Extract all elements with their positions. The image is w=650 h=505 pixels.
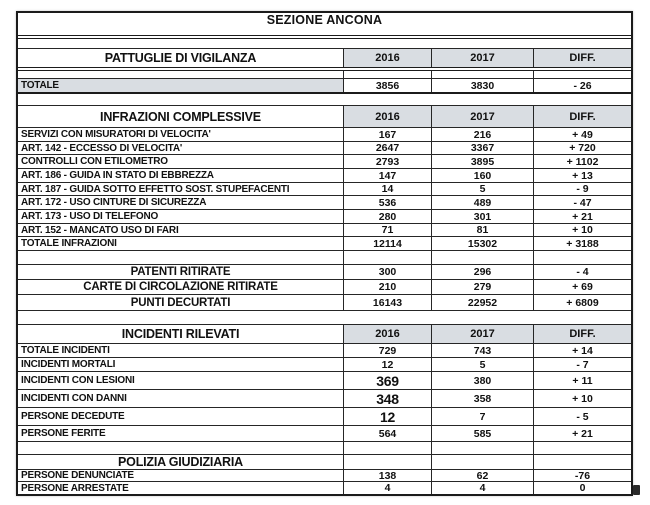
row-label: SERVIZI CON MISURATORI DI VELOCITA' [21, 129, 211, 140]
row-label: PERSONE FERITE [21, 428, 106, 439]
row-label: PATENTI RITIRATE [130, 266, 231, 278]
spacer-cell [18, 251, 343, 264]
value-diff: + 14 [533, 344, 631, 357]
value-2016: 167 [343, 128, 431, 141]
table-row [18, 390, 631, 408]
value-diff: - 9 [533, 183, 631, 195]
value-diff: + 21 [533, 426, 631, 441]
value-diff: + 11 [533, 372, 631, 389]
value-2016: 729 [343, 344, 431, 357]
section-header-row [18, 106, 631, 128]
value-diff: + 10 [533, 390, 631, 407]
spacer-cell [533, 251, 631, 264]
value-2017: 279 [431, 280, 533, 294]
table-row [18, 358, 631, 372]
row-label: ART. 142 - ECCESSO DI VELOCITA' [21, 142, 183, 154]
value-2017: 585 [431, 426, 533, 441]
value-diff: + 49 [533, 128, 631, 141]
row-label: INCIDENTI MORTALI [21, 359, 116, 370]
table-row [18, 237, 631, 251]
value-2017: 5 [431, 358, 533, 371]
table-row [18, 196, 631, 210]
value-2017: 5 [431, 183, 533, 195]
column-header-diff: DIFF. [533, 49, 631, 67]
table-row [18, 79, 631, 94]
table-row [18, 210, 631, 224]
column-header-diff: DIFF. [533, 106, 631, 127]
value-2017: 301 [431, 210, 533, 223]
value-diff: 0 [533, 482, 631, 494]
row-label: INCIDENTI CON LESIONI [21, 375, 135, 386]
row-label: ART. 172 - USO CINTURE DI SICUREZZA [21, 197, 207, 208]
row-label: ART. 173 - USO DI TELEFONO [21, 211, 159, 222]
row-label: PERSONE DENUNCIATE [21, 470, 134, 481]
section-header-row [18, 325, 631, 344]
spacer-cell [431, 251, 533, 264]
value-2017: 62 [431, 470, 533, 481]
value-2017: 3895 [431, 155, 533, 168]
spacer-cell [533, 71, 631, 78]
section-header-row [18, 455, 631, 470]
statistics-table [16, 11, 633, 496]
section-title: INFRAZIONI COMPLESSIVE [100, 109, 261, 124]
value-2016: 16143 [343, 295, 431, 310]
value-diff: + 3188 [533, 237, 631, 250]
value-diff: - 47 [533, 196, 631, 209]
value-2016: 4 [343, 482, 431, 494]
table-title-row [18, 13, 631, 39]
value-diff: + 69 [533, 280, 631, 294]
value-2016: 12114 [343, 237, 431, 250]
table-row [18, 482, 631, 494]
value-2017: 358 [431, 390, 533, 407]
value-diff: - 4 [533, 265, 631, 279]
value-diff: + 720 [533, 142, 631, 154]
column-header-diff: DIFF. [533, 325, 631, 343]
value-2017: 743 [431, 344, 533, 357]
table-row [18, 142, 631, 155]
value-diff: + 10 [533, 224, 631, 236]
column-header-2016: 2016 [343, 325, 431, 343]
spacer-cell [343, 251, 431, 264]
spacer-row [18, 94, 631, 106]
value-2017: 489 [431, 196, 533, 209]
spacer-cell [18, 71, 343, 78]
spacer-cell [18, 442, 343, 454]
value-diff: + 13 [533, 169, 631, 182]
spacer-cell [431, 71, 533, 78]
value-2016: 2647 [343, 142, 431, 154]
row-label: PUNTI DECURTATI [130, 296, 231, 309]
value-2016: 3856 [343, 79, 431, 92]
value-2017: 15302 [431, 237, 533, 250]
empty-cell [533, 455, 631, 469]
spacer-cell [431, 442, 533, 454]
value-2017: 81 [431, 224, 533, 236]
spacer-cell [343, 71, 431, 78]
value-diff: + 21 [533, 210, 631, 223]
section-title: PATTUGLIE DI VIGILANZA [104, 51, 257, 65]
table-row [18, 155, 631, 169]
row-label: TOTALE [18, 79, 343, 92]
table-row [18, 295, 631, 311]
table-row [18, 408, 631, 426]
value-2016: 14 [343, 183, 431, 195]
spacer-cell [343, 442, 431, 454]
row-label: ART. 187 - GUIDA SOTTO EFFETTO SOST. STUPEFACENTI [21, 183, 290, 195]
spacer-row [18, 71, 631, 79]
spacer-row [18, 311, 631, 325]
value-diff: -76 [533, 470, 631, 481]
row-label: ART. 152 - MANCATO USO DI FARI [21, 224, 179, 236]
table-row [18, 426, 631, 442]
spacer-cell [533, 442, 631, 454]
column-header-2017: 2017 [431, 106, 533, 127]
table-row [18, 265, 631, 280]
table-row [18, 169, 631, 183]
row-label: TOTALE INFRAZIONI [21, 238, 117, 249]
column-header-2017: 2017 [431, 49, 533, 67]
value-2017: 3367 [431, 142, 533, 154]
table-row [18, 224, 631, 237]
value-2017: 160 [431, 169, 533, 182]
column-header-2016: 2016 [343, 49, 431, 67]
page-title: SEZIONE ANCONA [266, 13, 383, 27]
table-row [18, 344, 631, 358]
row-label: ART. 186 - GUIDA IN STATO DI EBBREZZA [21, 170, 214, 181]
empty-cell [343, 455, 431, 469]
value-diff: + 6809 [533, 295, 631, 310]
value-diff: - 26 [533, 79, 631, 92]
row-label: PERSONE DECEDUTE [21, 411, 125, 422]
value-2016: 348 [343, 390, 431, 407]
value-2017: 296 [431, 265, 533, 279]
value-2016: 536 [343, 196, 431, 209]
value-diff: + 1102 [533, 155, 631, 168]
value-2016: 564 [343, 426, 431, 441]
table-row [18, 128, 631, 142]
table-row [18, 280, 631, 295]
column-header-2016: 2016 [343, 106, 431, 127]
value-diff: - 7 [533, 358, 631, 371]
value-2016: 210 [343, 280, 431, 294]
row-label: CONTROLLI CON ETILOMETRO [21, 156, 168, 167]
value-2016: 12 [343, 408, 431, 425]
value-2016: 2793 [343, 155, 431, 168]
value-2017: 380 [431, 372, 533, 389]
table-row [18, 183, 631, 196]
row-label: CARTE DI CIRCOLAZIONE RITIRATE [83, 281, 278, 293]
column-header-2017: 2017 [431, 325, 533, 343]
value-2017: 7 [431, 408, 533, 425]
value-2017: 22952 [431, 295, 533, 310]
row-label: INCIDENTI CON DANNI [21, 393, 127, 404]
value-2016: 12 [343, 358, 431, 371]
value-2016: 138 [343, 470, 431, 481]
value-2017: 216 [431, 128, 533, 141]
spacer-row [18, 442, 631, 455]
spacer-row [18, 39, 631, 49]
value-2016: 71 [343, 224, 431, 236]
scan-artifact [633, 485, 640, 495]
empty-cell [431, 455, 533, 469]
row-label: PERSONE ARRESTATE [21, 482, 129, 494]
value-2016: 300 [343, 265, 431, 279]
section-title: POLIZIA GIUDIZIARIA [118, 455, 243, 469]
value-2016: 280 [343, 210, 431, 223]
table-row [18, 470, 631, 482]
table-row [18, 372, 631, 390]
value-2017: 3830 [431, 79, 533, 92]
value-2017: 4 [431, 482, 533, 494]
section-header-row [18, 49, 631, 71]
value-diff: - 5 [533, 408, 631, 425]
section-title: INCIDENTI RILEVATI [121, 327, 240, 341]
row-label: TOTALE INCIDENTI [21, 345, 110, 356]
value-2016: 147 [343, 169, 431, 182]
spacer-row [18, 251, 631, 265]
value-2016: 369 [343, 372, 431, 389]
